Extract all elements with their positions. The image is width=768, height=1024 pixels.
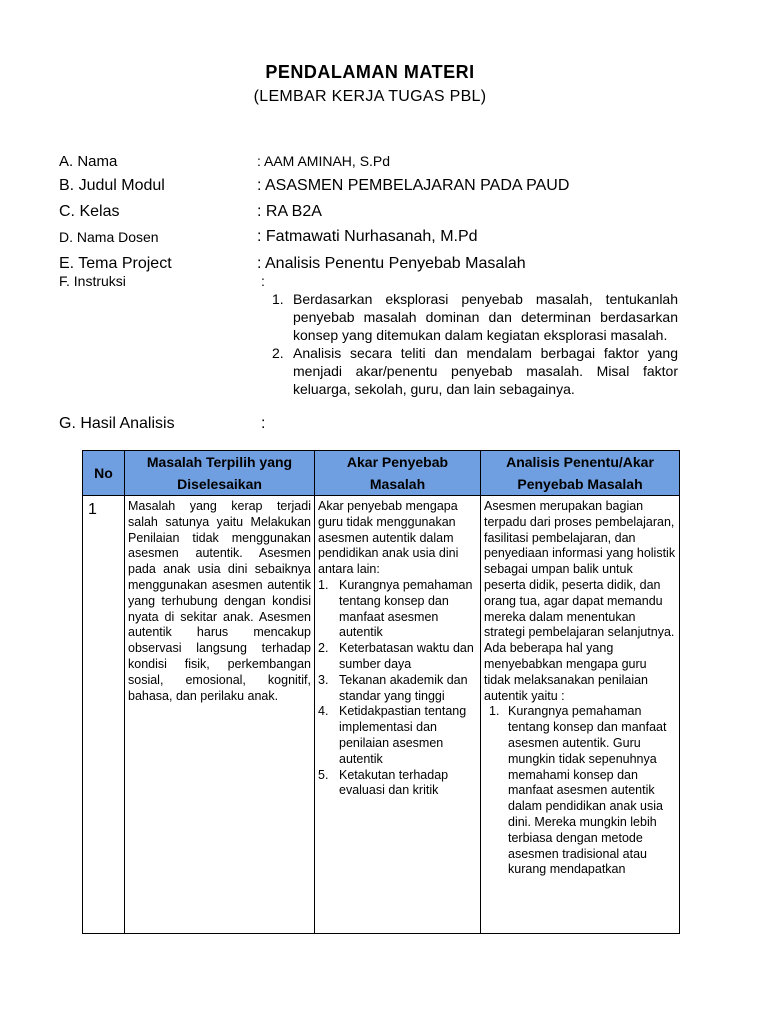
table-row (83, 496, 680, 934)
field-label: E. Tema Project (59, 255, 172, 272)
page-title: PENDALAMAN MATERI (265, 62, 475, 82)
header-no: No (83, 451, 125, 496)
field-label: F. Instruksi (59, 273, 126, 289)
akar-intro: Akar penyebab mengapa guru tidak menggunakan asesmen autentik dalam pendidikan anak usia dini antara lain: (318, 499, 459, 577)
field-label: B. Judul Modul (59, 177, 165, 194)
list-item: 1. Kurangnya pemahaman tentang konsep dan manfaat asesmen autentik. Guru mungkin tidak sepenuhnya memahami konsep dan manfaat asesmen autentik dalam pendidikan anak usia dini. Mereka mungkin lebih terbiasa dengan metode asesmen tradisional atau kurang mendapatkan (489, 704, 667, 877)
analisis-list (484, 704, 676, 878)
field-value: : AAM AMINAH, S.Pd (257, 153, 391, 169)
list-item: 4. Ketidakpastian tentang implementasi dan penilaian asesmen autentik (318, 704, 467, 766)
field-label: C. Kelas (59, 203, 120, 220)
header-analisis: Analisis Penentu/Akar Penyebab Masalah (481, 451, 680, 496)
list-item: 1. Kurangnya pemahaman tentang konsep dan manfaat asesmen autentik (318, 577, 473, 640)
analysis-table (82, 450, 680, 934)
field-label: A. Nama (59, 153, 118, 170)
cell-akar-penyebab (315, 496, 481, 934)
instruction-list (272, 290, 678, 398)
cell-analisis (481, 496, 680, 934)
instruction-item: 2. Analisis secara teliti dan mendalam berbagai faktor yang menjadi akar/penentu penyebab masalah. Misal faktor keluarga, sekolah, guru, dan lain sebagainya. (272, 345, 678, 397)
list-item: 5. Ketakutan terhadap evaluasi dan kritik (318, 767, 449, 798)
list-item: 3. Tekanan akademik dan standar yang tinggi (318, 672, 468, 703)
field-value: : RA B2A (257, 203, 322, 220)
instruction-item: 1. Berdasarkan eksplorasi penyebab masalah, tentukanlah penyebab masalah dominan dan determinan berdasarkan konsep yang ditemukan dalam kegiatan eksplorasi masalah. (272, 291, 678, 343)
field-value: : (261, 273, 265, 289)
field-label: D. Nama Dosen (59, 229, 159, 245)
akar-list (318, 578, 477, 799)
analisis-paragraph: Ada beberapa hal yang menyebabkan mengapa guru tidak melaksanakan penilaian autentik yaitu : (484, 641, 648, 703)
masalah-text: Masalah yang kerap terjadi salah satunya yaitu Melakukan Penilaian tidak menggunakan asesmen autentik. Asesmen pada anak usia dini sebaiknya menggunakan asesmen autentik yang terhubung dengan kondisi nyata di sekitar anak. Asesmen autentik harus mencakup observasi langsung terhadap kondisi fisik, perkembangan sosial, emosional, kognitif, bahasa, dan perilaku anak. (128, 499, 311, 703)
field-label: G. Hasil Analisis (59, 415, 175, 432)
field-value: : (261, 415, 266, 432)
analisis-paragraph: Asesmen merupakan bagian terpadu dari proses pembelajaran, fasilitasi pembelajaran, dan penyediaan informasi yang holistik sebagai umpan balik untuk peserta didik, peserta didik, dan orang tua, agar dapat memandu mereka dalam menentukan strategi pembelajaran selanjutnya. (484, 499, 676, 640)
field-value: : Fatmawati Nurhasanah, M.Pd (257, 228, 478, 245)
header-akar-penyebab: Akar Penyebab Masalah (315, 451, 481, 496)
field-value: : ASASMEN PEMBELAJARAN PADA PAUD (257, 177, 570, 194)
header-masalah: Masalah Terpilih yang Diselesaikan (125, 451, 315, 496)
cell-masalah (125, 496, 315, 934)
page-subtitle: (LEMBAR KERJA TUGAS PBL) (253, 88, 487, 105)
field-value: : Analisis Penentu Penyebab Masalah (257, 255, 526, 272)
cell-no: 1 (83, 496, 125, 934)
table-header-row (83, 451, 680, 496)
list-item: 2. Keterbatasan waktu dan sumber daya (318, 641, 474, 671)
